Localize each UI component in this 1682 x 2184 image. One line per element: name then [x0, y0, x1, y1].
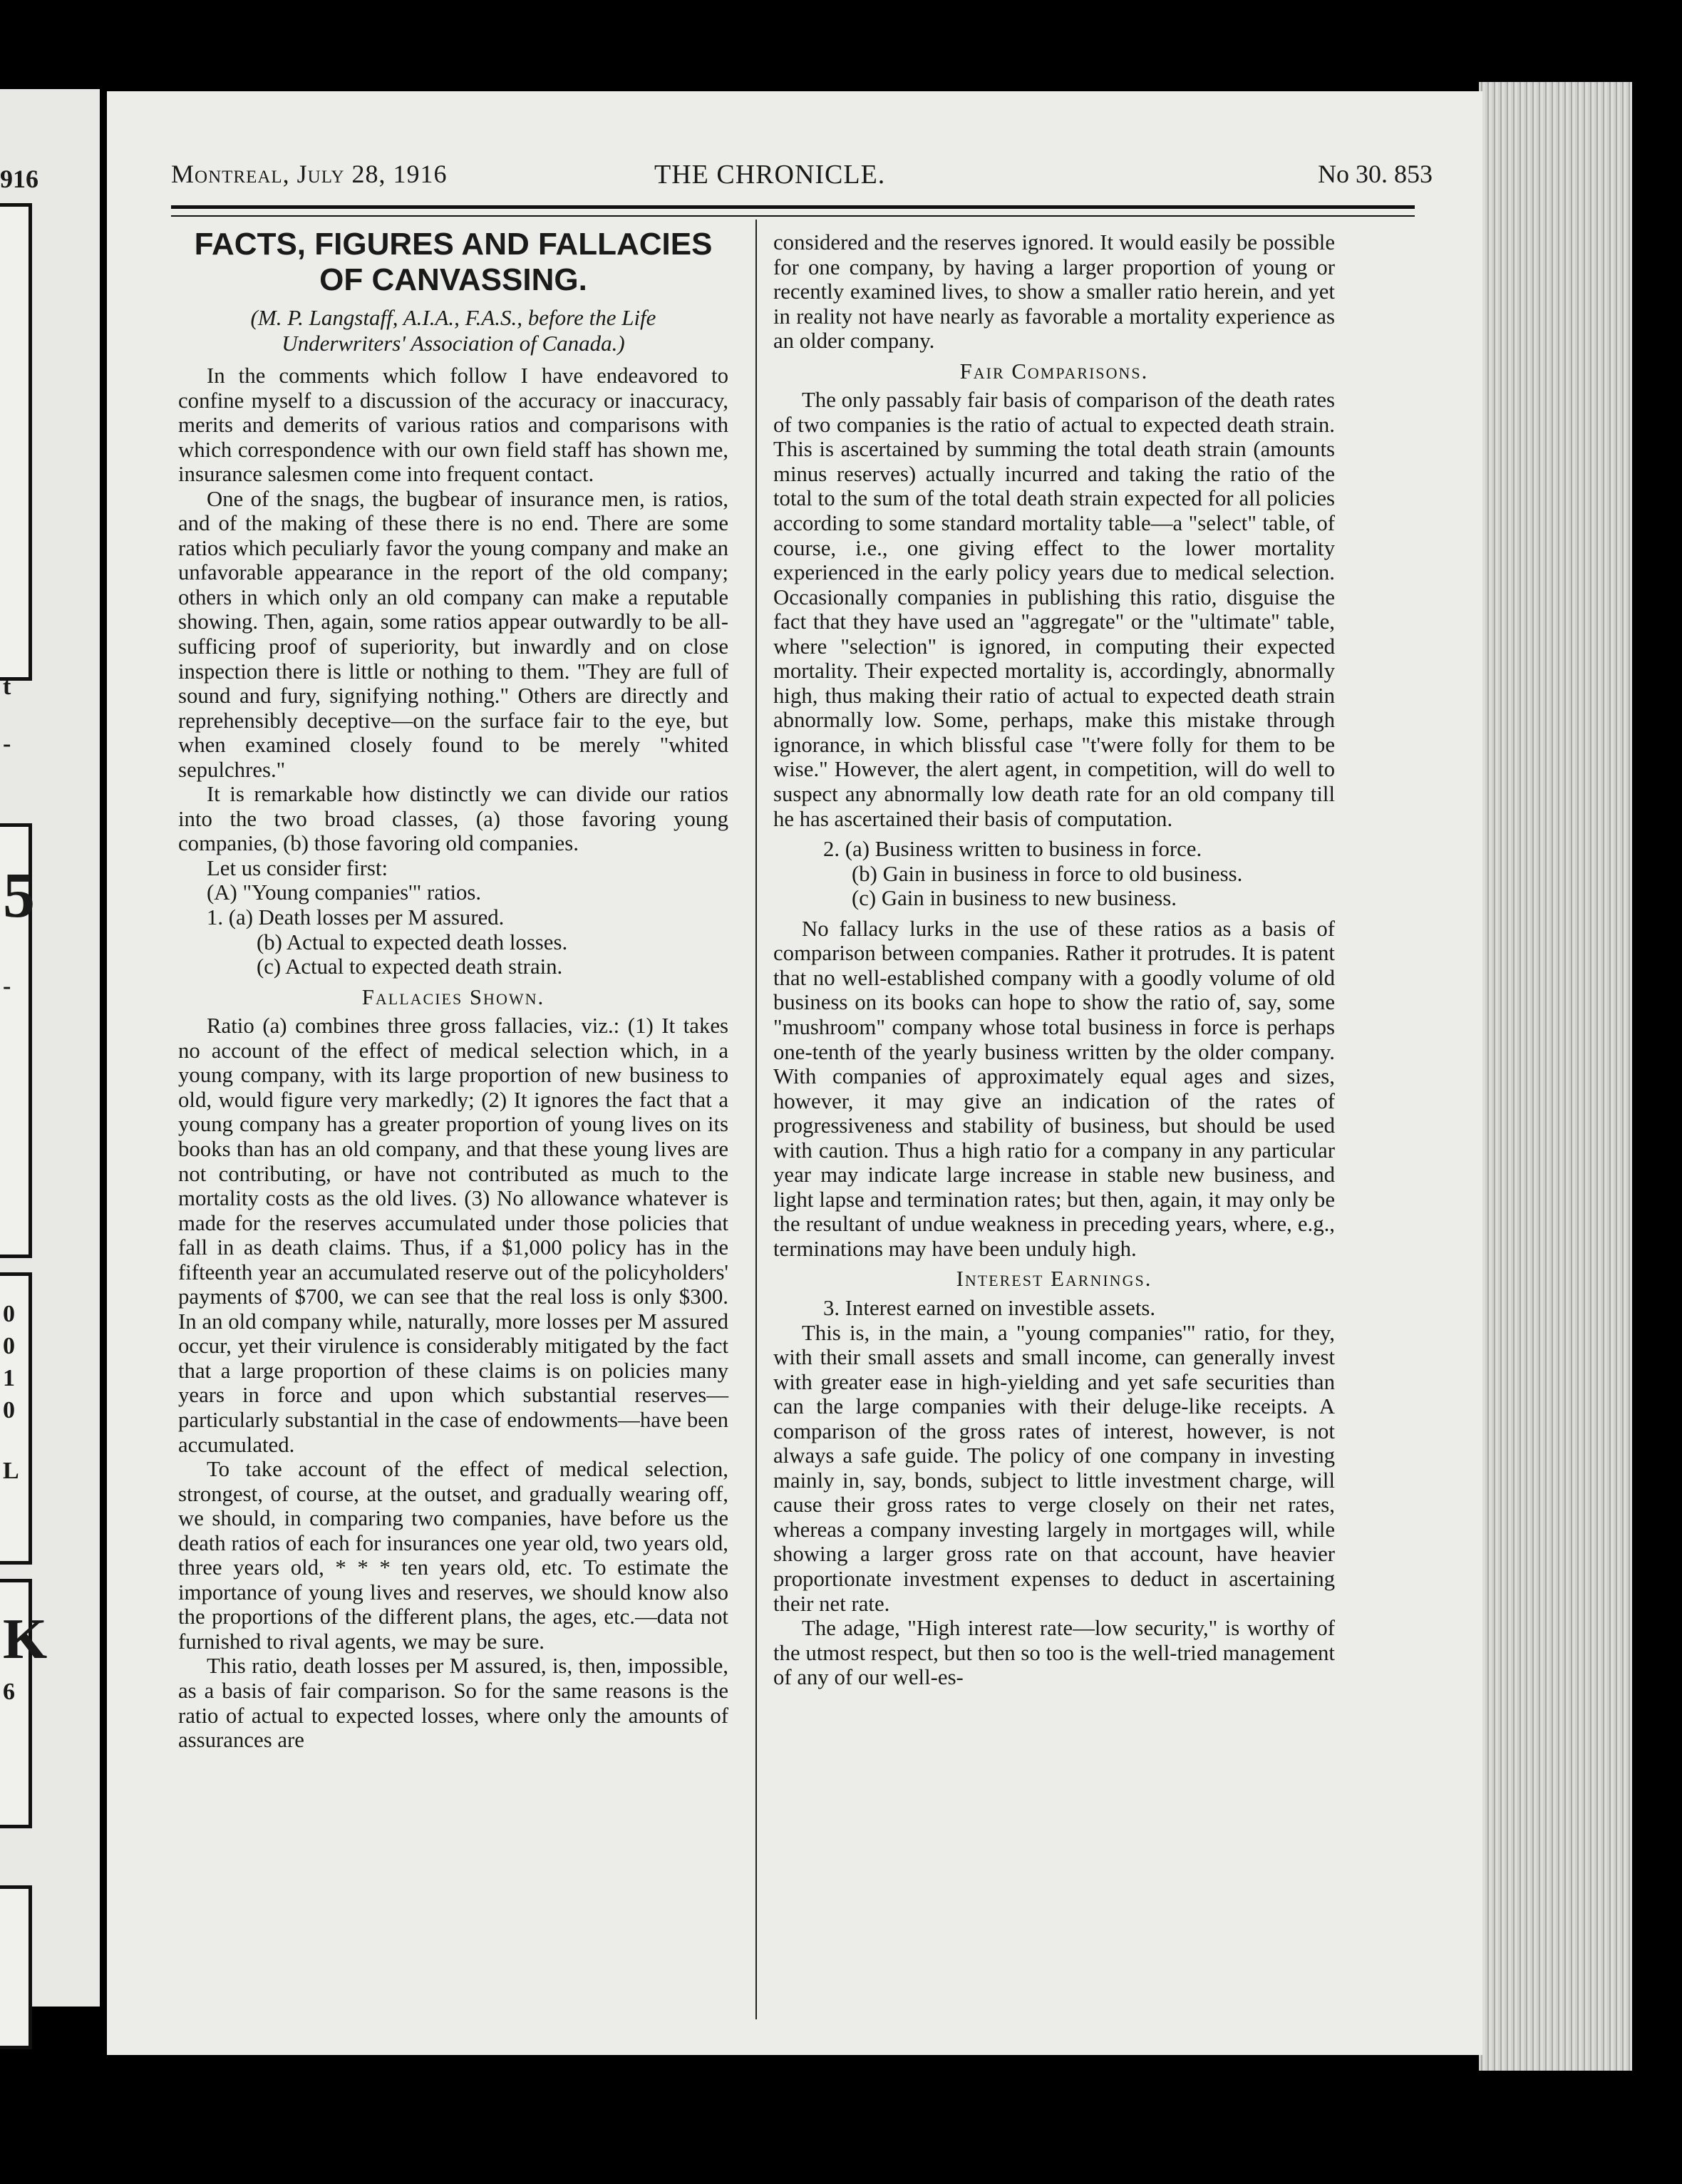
- paragraph: considered and the reserves ignored. It would easily be possible for one company, by having a larger proportion of young or recently examined lives, to show a smaller ratio herein, and yet in reality not have nearly as favorable a mortality experience as an older company.: [773, 230, 1335, 354]
- header-place-date: Montreal, July 28, 1916: [171, 160, 448, 188]
- title-line: FACTS, FIGURES AND FALLACIES: [194, 227, 713, 262]
- book-page-edges: [1479, 82, 1632, 2071]
- margin-fragment: 0: [3, 1333, 15, 1359]
- paragraph: It is remarkable how distinctly we can divide our ratios into the two broad classes, (a) those favoring young companies, (b) those favoring old companies.: [178, 782, 728, 856]
- margin-fragment: K: [3, 1608, 48, 1671]
- margin-fragment: 0: [3, 1397, 15, 1423]
- list-item: (b) Actual to expected death losses.: [257, 929, 568, 954]
- margin-fragment: t: [3, 674, 11, 700]
- article-byline: [178, 305, 728, 356]
- ratio-list: [773, 1296, 1335, 1321]
- facing-page-number: 916: [0, 165, 38, 193]
- article-title: [178, 227, 728, 298]
- margin-fragment: L: [3, 1458, 19, 1484]
- header-issue-page: No 30. 853: [1318, 160, 1433, 188]
- margin-fragment: 6: [3, 1679, 15, 1705]
- left-column: [178, 227, 728, 1753]
- list-item: (A) "Young companies'" ratios.: [207, 880, 482, 905]
- list-item: (c) Gain in business to new business.: [852, 886, 1177, 911]
- byline-line: Underwriters' Association of Canada.): [282, 331, 625, 356]
- header-rule-thick: [171, 205, 1415, 209]
- facing-ad-box: [0, 203, 32, 681]
- paragraph: This ratio, death losses per M assured, is, then, impossible, as a basis of fair comparison. So for the same reasons is the ratio of actual to expected losses, where only the amounts of assurances are: [178, 1654, 728, 1753]
- section-heading: Fair Comparisons.: [959, 359, 1149, 383]
- ratio-list: [178, 880, 728, 979]
- header-rule-thin: [171, 215, 1415, 217]
- list-item: 3. Interest earned on investible assets.: [823, 1295, 1156, 1320]
- paragraph: To take account of the effect of medical selection, strongest, of course, at the outset, and gradually wearing off, we should, in comparing two companies, have before us the death ratios of each for insurances one year old, two years old, three years old, * * * ten years old, etc. To estimate the importance of young lives and reserves, we should know also the proportions of the different plans, the ages, etc.—data not furnished to rival agents, we may be sure.: [178, 1457, 728, 1654]
- section-heading: Interest Earnings.: [956, 1267, 1152, 1292]
- margin-fragment: -: [3, 731, 11, 757]
- list-item: (b) Gain in business in force to old business.: [852, 861, 1243, 886]
- section-heading: Fallacies Shown.: [361, 984, 545, 1009]
- list-item: (c) Actual to expected death strain.: [257, 954, 563, 979]
- paragraph: No fallacy lurks in the use of these ratios as a basis of comparison between companies. Rather it protrudes. It is patent that no well-established company with a goodly volume of old business on its books can hope to show the ratio of, say, some "mushroom" company whose total business in force is perhaps one-tenth of the yearly business written by the older company. With companies of approximately equal ages and sizes, however, it may give an indication of the rates of progressiveness and stability of business, but should be used with caution. Thus a high ratio for a company in any particular year may indicate large increase in stable new business, and light lapse and termination rates; but then, again, it may only be the resultant of undue weakness in preceding years, where, e.g., terminations may have been unduly high.: [773, 916, 1335, 1261]
- journal-page: [107, 91, 1482, 2055]
- margin-fragment: 0: [3, 1301, 15, 1327]
- right-column: [773, 230, 1335, 1690]
- paragraph: The adage, "High interest rate—low security," is worthy of the utmost respect, but then so too is the well-tried management of any of our well-es-: [773, 1616, 1335, 1690]
- facing-ad-box: [0, 1885, 32, 2049]
- header-journal-title: THE CHRONICLE.: [654, 160, 886, 190]
- paragraph: One of the snags, the bugbear of insurance men, is ratios, and of the making of these there is no end. There are some ratios which peculiarly favor the young company and make an unfavorable appearance in the report of the old company; others in which only an old company can make a reputable showing. Then, again, some ratios appear outwardly to be all-sufficing proof of superiority, but inwardly and on close inspection there is little or nothing to them. "They are full of sound and fury, signifying nothing." Others are directly and reprehensibly deceptive—on the surface fair to the eye, but when examined closely found to be merely "whited sepulchres.": [178, 486, 728, 782]
- ratio-list: [773, 837, 1335, 911]
- byline-line: (M. P. Langstaff, A.I.A., F.A.S., before the Life: [250, 305, 656, 330]
- list-item: 2. (a) Business written to business in force.: [823, 837, 1202, 862]
- margin-fragment: 5: [3, 860, 35, 931]
- running-header: [171, 159, 1433, 195]
- title-line: OF CANVASSING.: [319, 262, 587, 297]
- paragraph: This is, in the main, a "young companies'" ratio, for they, with their small assets and small income, can generally invest with greater ease in high-yielding and yet safe securities than can the large companies with their deluge-like receipts. A comparison of the gross rates of interest, however, is not always a safe guide. The policy of one company in investing mainly in, say, bonds, subject to little investment charge, will cause their gross rates to verge closely on their net rates, whereas a company investing largely in mortgages will, while showing a larger gross rate on that account, have heavier proportionate investment expenses to deduct in ascertaining their net rate.: [773, 1320, 1335, 1616]
- facing-page-edge: [0, 89, 100, 2007]
- paragraph: The only passably fair basis of comparison of the death rates of two companies is the ratio of actual to expected death strain. This is ascertained by summing the total death strain (amounts minus reserves) actually incurred and taking the ratio of the total to the sum of the total death strain expected for all policies according to some standard mortality table—a "select" table, of course, i.e., one giving effect to the lower mortality experienced in the early policy years due to medical selection. Occasionally companies in publishing this ratio, disguise the fact that they have used an "aggregate" or the "ultimate" table, where "selection" is ignored, in computing their expected mortality. Their expected mortality is, accordingly, abnormally high, thus making their ratio of actual to expected death strain abnormally low. Some, perhaps, make this mistake through ignorance, in which blissful case "t'were folly for them to be wise." However, the alert agent, in competition, will do well to suspect any abnormally low death rate for an old company till he has ascertained their basis of computation.: [773, 388, 1335, 831]
- paragraph: Let us consider first:: [207, 855, 388, 880]
- list-item: 1. (a) Death losses per M assured.: [207, 905, 505, 930]
- margin-fragment: 1: [3, 1365, 15, 1391]
- column-divider: [755, 220, 757, 2019]
- paragraph: Ratio (a) combines three gross fallacies, viz.: (1) It takes no account of the effect of medical selection which, in a young company, with its large proportion of new business to old, would figure very markedly; (2) It ignores the fact that a young company has a greater proportion of young lives on its books than has an old company, and that these young lives are not contributing, or have not contributed as much to the mortality costs as the old lives. (3) No allowance whatever is made for the reserves accumulated under those policies that fall in as death claims. Thus, if a $1,000 policy has in the fifteenth year an accumulated reserve out of the policyholders' payments of $700, we can see that the real loss is only $300. In an old company while, naturally, more losses per M assured occur, yet their virulence is considerably mitigated by the fact that a large proportion of these claims is on policies many years in force and upon which substantial reserves—particularly substantial in the case of endowments—have been accumulated.: [178, 1014, 728, 1457]
- margin-fragment: -: [3, 973, 11, 999]
- paragraph: In the comments which follow I have endeavored to confine myself to a discussion of the accuracy or inaccuracy, merits and demerits of various ratios and comparisons with which correspondence with our own field staff has shown me, insurance salesmen come into frequent contact.: [178, 364, 728, 487]
